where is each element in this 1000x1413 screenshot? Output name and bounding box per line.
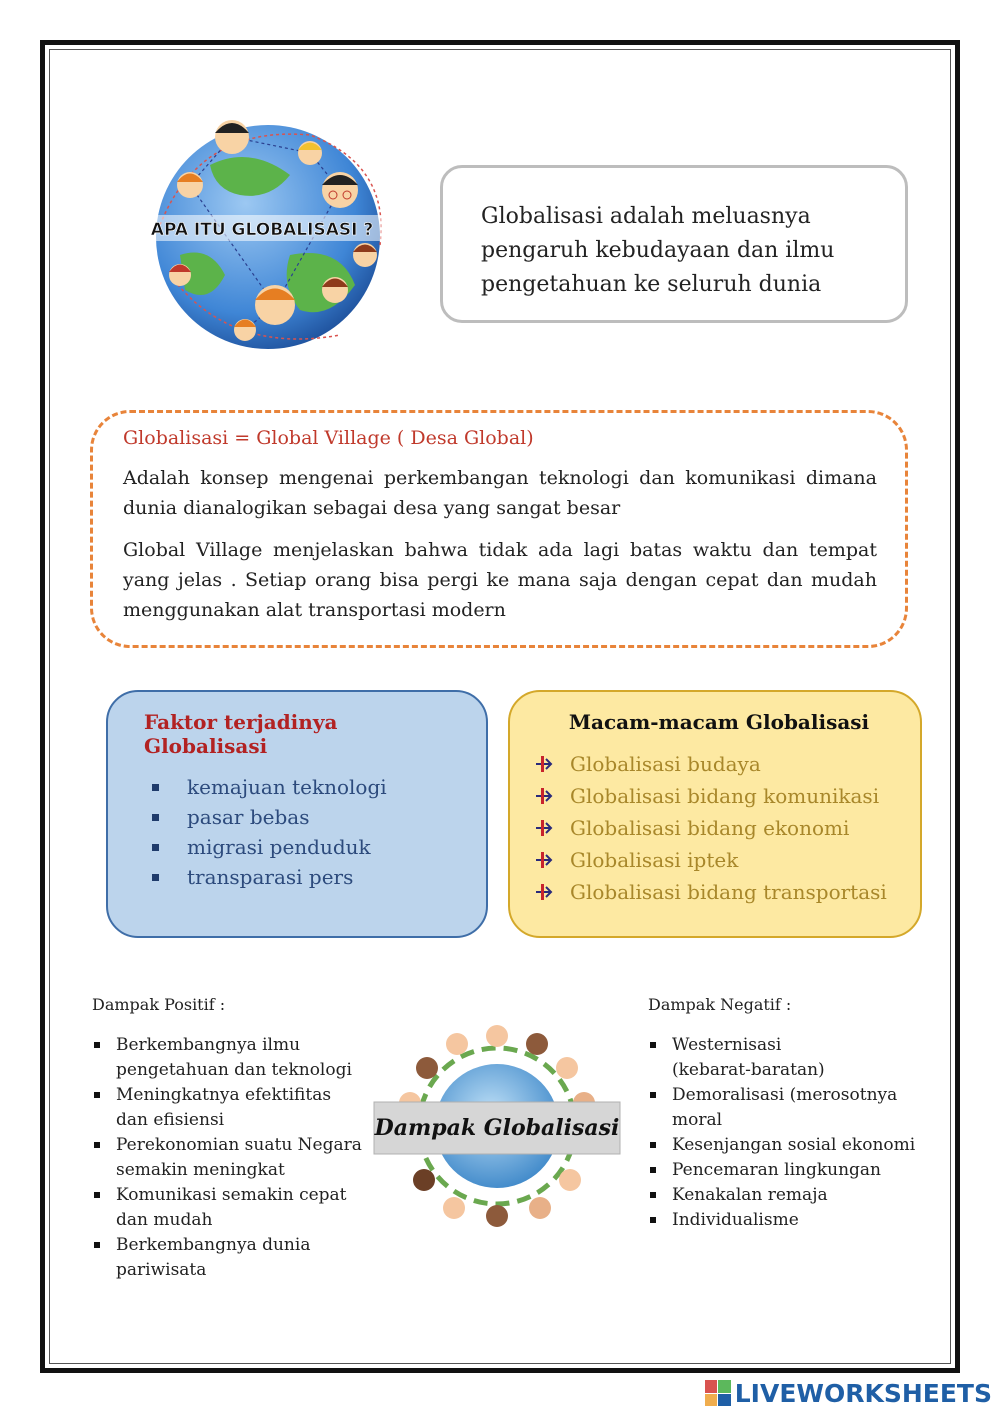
list-item: Individualisme <box>648 1208 933 1233</box>
child-face <box>322 172 358 208</box>
child-face <box>215 120 249 154</box>
global-village-box <box>90 410 908 648</box>
macam-box <box>508 690 922 938</box>
list-item: Kenakalan remaja <box>648 1183 933 1208</box>
macam-list <box>532 748 906 908</box>
list-item: Komunikasi semakin cepat dan mudah <box>92 1183 367 1233</box>
liveworksheets-brand[interactable] <box>705 1375 992 1411</box>
dampak-illustration <box>372 1018 622 1233</box>
list-item: transparasi pers <box>152 862 466 892</box>
faktor-title: Faktor terjadinya Globalisasi <box>144 710 338 758</box>
square-bullet-icon <box>152 814 159 821</box>
list-item: pasar bebas <box>152 802 466 832</box>
square-bullet-icon <box>152 784 159 791</box>
square-bullet-icon <box>650 1142 656 1148</box>
dampak-positif-heading: Dampak Positif : <box>92 995 226 1014</box>
badge-title: APA ITU GLOBALISASI ? <box>150 220 374 240</box>
arrow-bullet-icon <box>532 882 558 902</box>
list-item: Berkembangnya dunia pariwisata <box>92 1233 367 1283</box>
faktor-list <box>144 772 466 892</box>
child-face <box>353 243 377 267</box>
list-item: kemajuan teknologi <box>152 772 466 802</box>
square-bullet-icon <box>650 1192 656 1198</box>
list-item: Meningkatnya efektifitas dan efisiensi <box>92 1083 367 1133</box>
list-item: Perekonomian suatu Negara semakin meningkat <box>92 1133 367 1183</box>
dampak-negatif-heading: Dampak Negatif : <box>648 995 792 1014</box>
list-item: Berkembangnya ilmu pengetahuan dan teknologi <box>92 1033 367 1083</box>
definition-box <box>440 165 908 323</box>
liveworksheets-logo-icon <box>705 1380 731 1406</box>
square-bullet-icon <box>94 1142 100 1148</box>
child-face <box>169 264 191 286</box>
faktor-box <box>106 690 488 938</box>
dampak-banner-title: Dampak Globalisasi <box>374 1115 620 1141</box>
child-face <box>298 141 322 165</box>
child-face <box>322 277 348 303</box>
list-item: Demoralisasi (merosotnya moral <box>648 1083 933 1133</box>
global-village-paragraph: Global Village menjelaskan bahwa tidak ada lagi batas waktu dan tempat yang jelas . Setiap orang bisa pergi ke mana saja dengan cepat dan mudah menggunakan alat transportasi modern <box>123 539 877 621</box>
list-item: Pencemaran lingkungan <box>648 1158 933 1183</box>
square-bullet-icon <box>152 844 159 851</box>
definition-line: pengaruh kebudayaan dan ilmu <box>481 238 835 263</box>
square-bullet-icon <box>94 1192 100 1198</box>
list-item: Globalisasi iptek <box>532 844 906 876</box>
global-village-paragraph: Adalah konsep mengenai perkembangan teknologi dan komunikasi dimana dunia dianalogikan sebagai desa yang sangat besar <box>123 467 877 519</box>
list-item: Globalisasi bidang ekonomi <box>532 812 906 844</box>
dampak-positif-list <box>92 1033 367 1283</box>
square-bullet-icon <box>650 1092 656 1098</box>
list-item: Kesenjangan sosial ekonomi <box>648 1133 933 1158</box>
list-item: Westernisasi (kebarat-baratan) <box>648 1033 933 1083</box>
arrow-bullet-icon <box>532 754 558 774</box>
brand-name: LIVEWORKSHEETS <box>734 1378 992 1408</box>
child-face <box>177 172 203 198</box>
square-bullet-icon <box>94 1242 100 1248</box>
square-bullet-icon <box>152 874 159 881</box>
square-bullet-icon <box>650 1042 656 1048</box>
list-item: Globalisasi bidang komunikasi <box>532 780 906 812</box>
list-item: Globalisasi budaya <box>532 748 906 780</box>
square-bullet-icon <box>650 1167 656 1173</box>
arrow-bullet-icon <box>532 850 558 870</box>
arrow-bullet-icon <box>532 818 558 838</box>
list-item: migrasi penduduk <box>152 832 466 862</box>
child-face <box>255 285 295 325</box>
child-face <box>234 319 256 341</box>
definition-line: pengetahuan ke seluruh dunia <box>481 272 822 297</box>
dampak-negatif-list <box>648 1033 933 1233</box>
square-bullet-icon <box>94 1092 100 1098</box>
arrow-bullet-icon <box>532 786 558 806</box>
definition-line: Globalisasi adalah meluasnya <box>481 204 811 229</box>
square-bullet-icon <box>94 1042 100 1048</box>
macam-title: Macam-macam Globalisasi <box>568 710 870 734</box>
globe-people-illustration <box>140 105 395 360</box>
list-item: Globalisasi bidang transportasi <box>532 876 906 908</box>
square-bullet-icon <box>650 1217 656 1223</box>
global-village-title: Globalisasi = Global Village ( Desa Global) <box>123 427 534 449</box>
